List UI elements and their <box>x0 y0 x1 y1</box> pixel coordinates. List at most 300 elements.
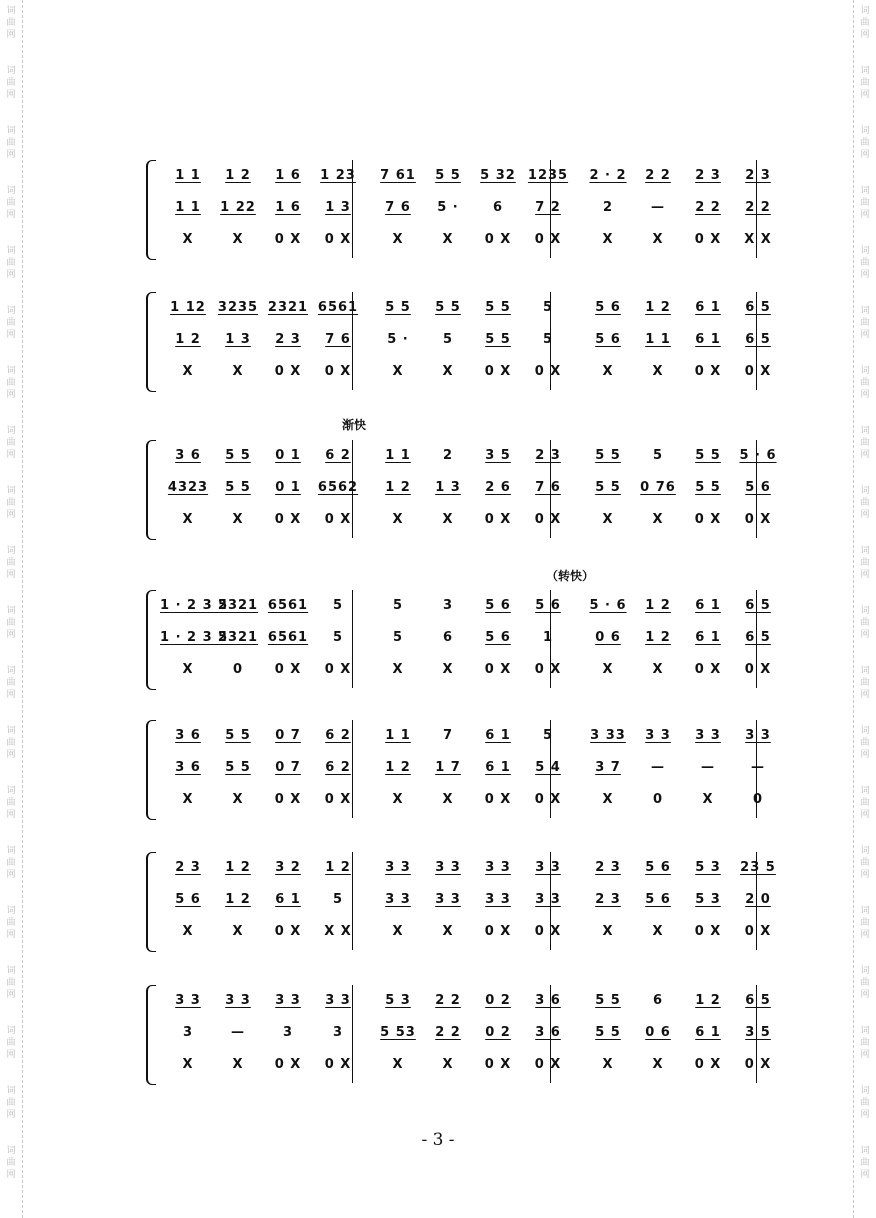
watermark-char: 网 <box>6 30 16 40</box>
note-cell: X <box>602 792 614 807</box>
note-cell: 1 2 <box>385 480 411 495</box>
watermark-char: 词 <box>6 486 16 496</box>
note-cell: X <box>652 662 664 677</box>
note-cell: 2 3 <box>595 892 621 907</box>
watermark-char: 曲 <box>6 918 16 928</box>
note-cell: X <box>442 924 454 939</box>
watermark-char: 词 <box>860 726 870 736</box>
note-cell: 1 <box>542 630 554 645</box>
tempo-mark-gradual-fast: 渐快 <box>342 418 367 432</box>
watermark-char: 词 <box>6 546 16 556</box>
watermark-char: 曲 <box>860 258 870 268</box>
note-cell: X <box>442 792 454 807</box>
note-cell: 0 1 <box>275 480 301 495</box>
note-cell: 0 76 <box>640 480 676 495</box>
note-cell: 0 7 <box>275 760 301 775</box>
note-cell: 3235 <box>217 300 259 315</box>
note-cell: 0 <box>232 662 244 677</box>
watermark-char: 词 <box>6 966 16 976</box>
note-cell: 1 1 <box>175 168 201 183</box>
note-cell: — <box>231 1025 245 1040</box>
watermark-char: 曲 <box>860 918 870 928</box>
note-cell: 3 5 <box>745 1025 771 1040</box>
note-cell: 5 <box>542 300 554 315</box>
melody-row <box>160 993 771 1015</box>
watermark-char: 曲 <box>6 1098 16 1108</box>
watermark-char: 词 <box>6 246 16 256</box>
note-cell: 3 3 <box>695 728 721 743</box>
note-cell: 3 3 <box>485 860 511 875</box>
note-cell: 23 5 <box>740 860 776 875</box>
score-system <box>146 852 776 956</box>
watermark-char: 词 <box>860 1086 870 1096</box>
note-cell: 2 · 2 <box>589 168 627 183</box>
watermark-char: 网 <box>6 150 16 160</box>
note-cell: 1 1 <box>645 332 671 347</box>
watermark-char: 词 <box>6 1086 16 1096</box>
score-system <box>146 720 771 824</box>
note-cell: 2 3 <box>745 168 771 183</box>
note-cell: 0 X <box>534 662 562 677</box>
note-cell: X <box>232 364 244 379</box>
watermark-char: 词 <box>6 366 16 376</box>
note-cell: 1 2 <box>175 332 201 347</box>
watermark-char: 网 <box>860 1050 870 1060</box>
watermark-char: 词 <box>6 126 16 136</box>
melody-row <box>160 598 771 620</box>
note-cell: 1 7 <box>435 760 461 775</box>
note-cell: 2 2 <box>435 993 461 1008</box>
note-cell: 0 X <box>274 924 302 939</box>
watermark-char: 曲 <box>6 1158 16 1168</box>
note-cell: 0 X <box>484 792 512 807</box>
watermark-char: 网 <box>6 1110 16 1120</box>
watermark-char: 词 <box>6 606 16 616</box>
note-cell: 2 3 <box>275 332 301 347</box>
note-cell: 0 X <box>324 364 352 379</box>
note-cell: 1 3 <box>225 332 251 347</box>
note-cell: X <box>392 1057 404 1072</box>
note-cell: 1 6 <box>275 200 301 215</box>
note-cell: 0 X <box>324 792 352 807</box>
note-cell: 0 X <box>534 792 562 807</box>
note-cell: 5 3 <box>695 892 721 907</box>
watermark-char: 曲 <box>860 78 870 88</box>
note-cell: X <box>602 1057 614 1072</box>
note-cell: 1 3 <box>435 480 461 495</box>
note-cell: 2321 <box>217 598 259 613</box>
note-cell: 6 1 <box>695 332 721 347</box>
note-cell: 0 X <box>744 924 772 939</box>
watermark-char: 网 <box>860 390 870 400</box>
watermark-char: 网 <box>860 990 870 1000</box>
watermark-char: 曲 <box>860 378 870 388</box>
note-cell: X <box>392 792 404 807</box>
watermark-char: 词 <box>860 906 870 916</box>
note-cell: 5 6 <box>175 892 201 907</box>
watermark-char: 曲 <box>6 18 16 28</box>
note-cell: 3 3 <box>175 993 201 1008</box>
watermark-char: 曲 <box>860 1158 870 1168</box>
note-cell: 3 <box>442 598 454 613</box>
melody-row <box>160 448 777 470</box>
note-cell: 1 2 <box>645 300 671 315</box>
melody-row <box>160 760 765 782</box>
note-cell: 5 6 <box>645 892 671 907</box>
note-cell: 2 3 <box>175 860 201 875</box>
system-brace <box>146 852 156 952</box>
note-cell: 5 <box>442 332 454 347</box>
note-cell: X <box>442 364 454 379</box>
note-cell: 0 X <box>744 512 772 527</box>
note-cell: 5 5 <box>595 480 621 495</box>
note-cell: 3 3 <box>645 728 671 743</box>
watermark-char: 曲 <box>6 798 16 808</box>
note-cell: X <box>652 232 664 247</box>
watermark-char: 曲 <box>6 618 16 628</box>
watermark-char: 曲 <box>6 138 16 148</box>
note-cell: X <box>392 364 404 379</box>
watermark-char: 网 <box>860 690 870 700</box>
note-cell: X <box>182 512 194 527</box>
watermark-char: 词 <box>860 486 870 496</box>
note-cell: 5 6 <box>595 332 621 347</box>
watermark-char: 网 <box>6 450 16 460</box>
watermark-char: 网 <box>860 150 870 160</box>
note-cell: 5 5 <box>695 480 721 495</box>
note-cell: 1 2 <box>225 892 251 907</box>
note-cell: 1 · 2 3 5 <box>160 598 229 613</box>
watermark-char: 曲 <box>6 558 16 568</box>
watermark-char: 网 <box>860 1170 870 1180</box>
note-cell: — <box>751 760 765 775</box>
watermark-char: 网 <box>6 990 16 1000</box>
note-cell: X <box>182 232 194 247</box>
watermark-char: 曲 <box>860 798 870 808</box>
watermark-char: 词 <box>860 846 870 856</box>
note-cell: 5 5 <box>385 300 411 315</box>
note-cell: 0 X <box>274 512 302 527</box>
watermark-char: 曲 <box>6 738 16 748</box>
note-cell: 6 1 <box>695 1025 721 1040</box>
note-cell: 5 <box>542 728 554 743</box>
note-cell: 3 3 <box>385 892 411 907</box>
percussion-row <box>160 792 764 814</box>
watermark-char: 曲 <box>6 438 16 448</box>
note-cell: 0 X <box>534 232 562 247</box>
system-brace <box>146 590 156 690</box>
note-cell: 5 3 <box>385 993 411 1008</box>
watermark-char: 网 <box>860 450 870 460</box>
note-cell: 6 1 <box>485 760 511 775</box>
watermark-char: 词 <box>860 426 870 436</box>
watermark-char: 曲 <box>860 858 870 868</box>
watermark-char: 网 <box>6 930 16 940</box>
note-cell: 1 3 <box>325 200 351 215</box>
note-cell: X <box>442 232 454 247</box>
watermark-char: 词 <box>860 66 870 76</box>
note-cell: 6 5 <box>745 332 771 347</box>
note-cell: 3 6 <box>175 448 201 463</box>
note-cell: 3 3 <box>485 892 511 907</box>
watermark-char: 曲 <box>860 1038 870 1048</box>
note-cell: 6 1 <box>485 728 511 743</box>
note-cell: 6 2 <box>325 448 351 463</box>
watermark-char: 网 <box>6 390 16 400</box>
score-system <box>146 292 772 396</box>
note-cell: 1 23 <box>320 168 356 183</box>
note-cell: 5 5 <box>225 760 251 775</box>
watermark-char: 网 <box>860 810 870 820</box>
watermark-char: 词 <box>860 1026 870 1036</box>
note-cell: 5 5 <box>695 448 721 463</box>
note-cell: X <box>232 924 244 939</box>
note-cell: 1235 <box>527 168 569 183</box>
note-cell: 6 5 <box>745 993 771 1008</box>
note-cell: — <box>651 760 665 775</box>
note-cell: X <box>182 924 194 939</box>
note-cell: 0 X <box>484 364 512 379</box>
note-cell: 3 3 <box>385 860 411 875</box>
note-cell: 6 2 <box>325 760 351 775</box>
note-cell: 0 X <box>744 662 772 677</box>
note-cell: 6562 <box>317 480 359 495</box>
note-cell: 5 5 <box>595 993 621 1008</box>
note-cell: 5 6 <box>485 598 511 613</box>
watermark-char: 网 <box>6 750 16 760</box>
watermark-char: 词 <box>860 666 870 676</box>
note-cell: X <box>182 662 194 677</box>
percussion-row <box>160 364 772 386</box>
note-cell: 0 X <box>274 364 302 379</box>
watermark-char: 词 <box>6 1146 16 1156</box>
note-cell: 3 3 <box>435 860 461 875</box>
watermark-char: 曲 <box>860 198 870 208</box>
note-cell: X X <box>324 924 352 939</box>
watermark-char: 曲 <box>860 978 870 988</box>
watermark-char: 词 <box>860 126 870 136</box>
note-cell: 5 32 <box>480 168 516 183</box>
watermark-char: 网 <box>860 570 870 580</box>
note-cell: 2 3 <box>595 860 621 875</box>
watermark-char: 曲 <box>860 738 870 748</box>
note-cell: 5 · <box>387 332 409 347</box>
watermark-char: 网 <box>6 570 16 580</box>
watermark-char: 曲 <box>860 1098 870 1108</box>
watermark-char: 词 <box>6 846 16 856</box>
watermark-char: 网 <box>860 270 870 280</box>
note-cell: X <box>652 924 664 939</box>
note-cell: 0 7 <box>275 728 301 743</box>
watermark-char: 曲 <box>6 198 16 208</box>
watermark-char: 曲 <box>860 558 870 568</box>
system-brace <box>146 160 156 260</box>
tempo-mark-turn-fast: （转快） <box>546 569 595 583</box>
watermark-char: 曲 <box>860 18 870 28</box>
melody-row <box>160 200 771 222</box>
note-cell: X <box>652 364 664 379</box>
note-cell: 3 3 <box>745 728 771 743</box>
note-cell: 7 6 <box>385 200 411 215</box>
watermark-char: 网 <box>6 210 16 220</box>
note-cell: 0 X <box>484 512 512 527</box>
watermark-char: 网 <box>6 270 16 280</box>
note-cell: X <box>232 792 244 807</box>
note-cell: 5 5 <box>435 300 461 315</box>
note-cell: X <box>182 1057 194 1072</box>
note-cell: 5 <box>332 630 344 645</box>
note-cell: 5 5 <box>485 300 511 315</box>
note-cell: 0 X <box>274 792 302 807</box>
watermark-char: 网 <box>6 510 16 520</box>
note-cell: 3 3 <box>325 993 351 1008</box>
watermark-char: 曲 <box>6 858 16 868</box>
watermark-char: 词 <box>860 186 870 196</box>
note-cell: 2 0 <box>745 892 771 907</box>
note-cell: X <box>182 792 194 807</box>
note-cell: 3 <box>332 1025 344 1040</box>
note-cell: 2 3 <box>695 168 721 183</box>
note-cell: 0 6 <box>595 630 621 645</box>
note-cell: 0 X <box>274 232 302 247</box>
note-cell: 5 5 <box>485 332 511 347</box>
percussion-row <box>160 662 772 684</box>
melody-row <box>160 728 771 750</box>
note-cell: 2 2 <box>695 200 721 215</box>
watermark-char: 曲 <box>860 138 870 148</box>
score-system <box>146 590 772 694</box>
watermark-char: 词 <box>860 606 870 616</box>
note-cell: 3 7 <box>595 760 621 775</box>
note-cell: 3 3 <box>535 892 561 907</box>
note-cell: 0 1 <box>275 448 301 463</box>
note-cell: 2321 <box>217 630 259 645</box>
watermark-char: 曲 <box>6 318 16 328</box>
note-cell: 7 6 <box>535 480 561 495</box>
note-cell: 0 X <box>694 662 722 677</box>
watermark-char: 词 <box>6 6 16 16</box>
watermark-char: 词 <box>6 186 16 196</box>
note-cell: X <box>232 512 244 527</box>
note-cell: 6561 <box>267 630 309 645</box>
melody-row <box>160 332 771 354</box>
watermark-char: 曲 <box>6 1038 16 1048</box>
watermark-char: 网 <box>6 870 16 880</box>
watermark-char: 网 <box>860 870 870 880</box>
note-cell: 0 X <box>324 1057 352 1072</box>
note-cell: 3 6 <box>175 728 201 743</box>
note-cell: 3 5 <box>485 448 511 463</box>
note-cell: 0 X <box>744 364 772 379</box>
watermark-char: 曲 <box>6 678 16 688</box>
watermark-char: 曲 <box>860 438 870 448</box>
note-cell: X <box>442 662 454 677</box>
note-cell: 6 5 <box>745 598 771 613</box>
watermark-char: 词 <box>860 6 870 16</box>
note-cell: 5 53 <box>380 1025 416 1040</box>
note-cell: X <box>702 792 714 807</box>
note-cell: 7 6 <box>325 332 351 347</box>
note-cell: 6 1 <box>275 892 301 907</box>
watermark-char: 网 <box>860 330 870 340</box>
watermark-char: 网 <box>860 750 870 760</box>
note-cell: 1 2 <box>325 860 351 875</box>
watermark-char: 网 <box>860 90 870 100</box>
note-cell: 3 3 <box>275 993 301 1008</box>
note-cell: X <box>652 512 664 527</box>
note-cell: 1 12 <box>170 300 206 315</box>
note-cell: 1 1 <box>385 728 411 743</box>
note-cell: X <box>652 1057 664 1072</box>
watermark-char: 词 <box>860 306 870 316</box>
watermark-char: 词 <box>6 786 16 796</box>
watermark-char: 曲 <box>860 678 870 688</box>
note-cell: X X <box>744 232 772 247</box>
note-cell: 5 5 <box>225 448 251 463</box>
watermark-char: 网 <box>6 1170 16 1180</box>
note-cell: X <box>392 512 404 527</box>
note-cell: 1 2 <box>225 860 251 875</box>
note-cell: 0 X <box>534 512 562 527</box>
note-cell: 2 2 <box>645 168 671 183</box>
note-cell: X <box>602 662 614 677</box>
note-cell: — <box>701 760 715 775</box>
note-cell: 3 3 <box>225 993 251 1008</box>
note-cell: 6 5 <box>745 630 771 645</box>
percussion-row <box>160 232 772 254</box>
note-cell: 0 X <box>694 1057 722 1072</box>
watermark-char: 词 <box>6 426 16 436</box>
note-cell: 6561 <box>317 300 359 315</box>
watermark-char: 词 <box>860 966 870 976</box>
note-cell: X <box>392 924 404 939</box>
watermark-char: 词 <box>6 66 16 76</box>
watermark-char: 词 <box>860 1146 870 1156</box>
note-cell: 1 22 <box>220 200 256 215</box>
watermark-char: 网 <box>860 30 870 40</box>
melody-row <box>160 480 771 502</box>
watermark-char: 曲 <box>6 78 16 88</box>
score-system <box>146 985 772 1089</box>
watermark-char: 曲 <box>6 978 16 988</box>
note-cell: 2321 <box>267 300 309 315</box>
note-cell: 0 X <box>484 232 512 247</box>
watermark-char: 曲 <box>6 498 16 508</box>
note-cell: 6561 <box>267 598 309 613</box>
note-cell: 6 <box>442 630 454 645</box>
system-brace <box>146 292 156 392</box>
watermark-char: 网 <box>6 630 16 640</box>
note-cell: 5 <box>332 892 344 907</box>
watermark-char: 词 <box>860 546 870 556</box>
watermark-char: 曲 <box>860 318 870 328</box>
note-cell: 1 6 <box>275 168 301 183</box>
watermark-char: 词 <box>6 726 16 736</box>
note-cell: X <box>442 1057 454 1072</box>
note-cell: 5 · 6 <box>589 598 627 613</box>
melody-row <box>160 892 771 914</box>
note-cell: 7 2 <box>535 200 561 215</box>
note-cell: X <box>602 512 614 527</box>
note-cell: 6 <box>652 993 664 1008</box>
watermark-char: 网 <box>860 930 870 940</box>
percussion-row <box>160 1057 772 1079</box>
page-number: - 3 - <box>421 1130 455 1150</box>
note-cell: 3 6 <box>175 760 201 775</box>
watermark-char: 词 <box>860 366 870 376</box>
note-cell: 0 X <box>324 662 352 677</box>
score-system <box>146 160 772 264</box>
